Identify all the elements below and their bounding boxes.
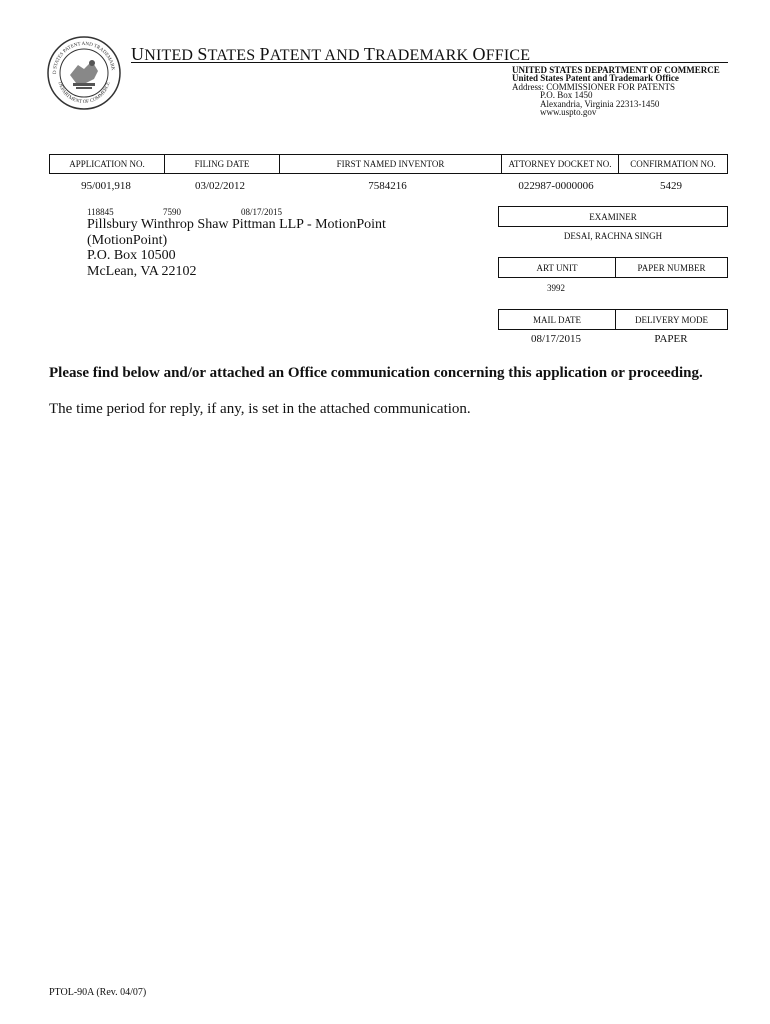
header-rule [131, 62, 728, 63]
address-line1: Pillsbury Winthrop Shaw Pittman LLP - MotionPoint [87, 217, 386, 232]
reply-period-notice: The time period for reply, if any, is set in the attached communication. [49, 401, 471, 417]
dept-line2: United States Patent and Trademark Office [512, 73, 679, 84]
delivery-mode-value: PAPER [654, 333, 688, 345]
correspondence-address [87, 217, 386, 279]
value-first-named-inventor: 7584216 [368, 180, 407, 192]
customer-number: 118845 [87, 207, 114, 217]
mail-date-value: 08/17/2015 [530, 333, 582, 345]
address-line2: (MotionPoint) [87, 232, 168, 248]
mail-table [498, 309, 728, 330]
address-codes [87, 207, 282, 217]
col-first-named-inventor: FIRST NAMED INVENTOR [280, 155, 502, 174]
mail-date-label: MAIL DATE [499, 310, 616, 330]
office-title: UNITED STATES PATENT AND TRADEMARK OFFICE [131, 44, 531, 64]
col-confirmation-no: CONFIRMATION NO. [619, 155, 728, 174]
dept-city: Alexandria, Virginia 22313-1450 [540, 98, 660, 109]
seal-top-text: D STATES PATENT AND TRADEMARK [52, 41, 115, 75]
form-identifier: PTOL-90A (Rev. 04/07) [49, 987, 147, 998]
address-date: 08/17/2015 [241, 207, 283, 217]
delivery-mode-label: DELIVERY MODE [616, 310, 728, 330]
dept-address: Address: COMMISSIONER FOR PATENTS [512, 81, 675, 92]
dept-website: www.uspto.gov [540, 107, 597, 118]
dept-pobox: P.O. Box 1450 [540, 90, 593, 101]
value-attorney-docket-no: 022987-0000006 [518, 180, 594, 192]
address-line3: P.O. Box 10500 [87, 248, 176, 263]
value-application-no: 95/001,918 [81, 180, 131, 192]
examiner-label: EXAMINER [499, 207, 728, 227]
col-filing-date: FILING DATE [165, 155, 280, 174]
art-unit-value: 3992 [547, 283, 565, 293]
application-header-table [49, 154, 728, 174]
address-line4: McLean, VA 22102 [87, 263, 197, 279]
seal-bottom-text: DEPARTMENT OF COMMERCE [56, 81, 112, 106]
department-block [512, 66, 720, 116]
address-code: 7590 [163, 207, 181, 217]
uspto-seal-icon [46, 35, 122, 111]
col-application-no: APPLICATION NO. [50, 155, 165, 174]
art-unit-table [498, 257, 728, 278]
art-unit-label: ART UNIT [499, 258, 616, 278]
paper-number-label: PAPER NUMBER [616, 258, 728, 278]
dept-line1: UNITED STATES DEPARTMENT OF COMMERCE [512, 65, 720, 75]
examiner-name: DESAI, RACHNA SINGH [563, 231, 663, 241]
value-filing-date: 03/02/2012 [194, 180, 246, 192]
office-communication-notice: Please find below and/or attached an Office communication concerning this application or proceeding. [49, 365, 703, 381]
value-confirmation-no: 5429 [660, 180, 682, 192]
col-attorney-docket-no: ATTORNEY DOCKET NO. [502, 155, 619, 174]
examiner-table [498, 206, 728, 227]
